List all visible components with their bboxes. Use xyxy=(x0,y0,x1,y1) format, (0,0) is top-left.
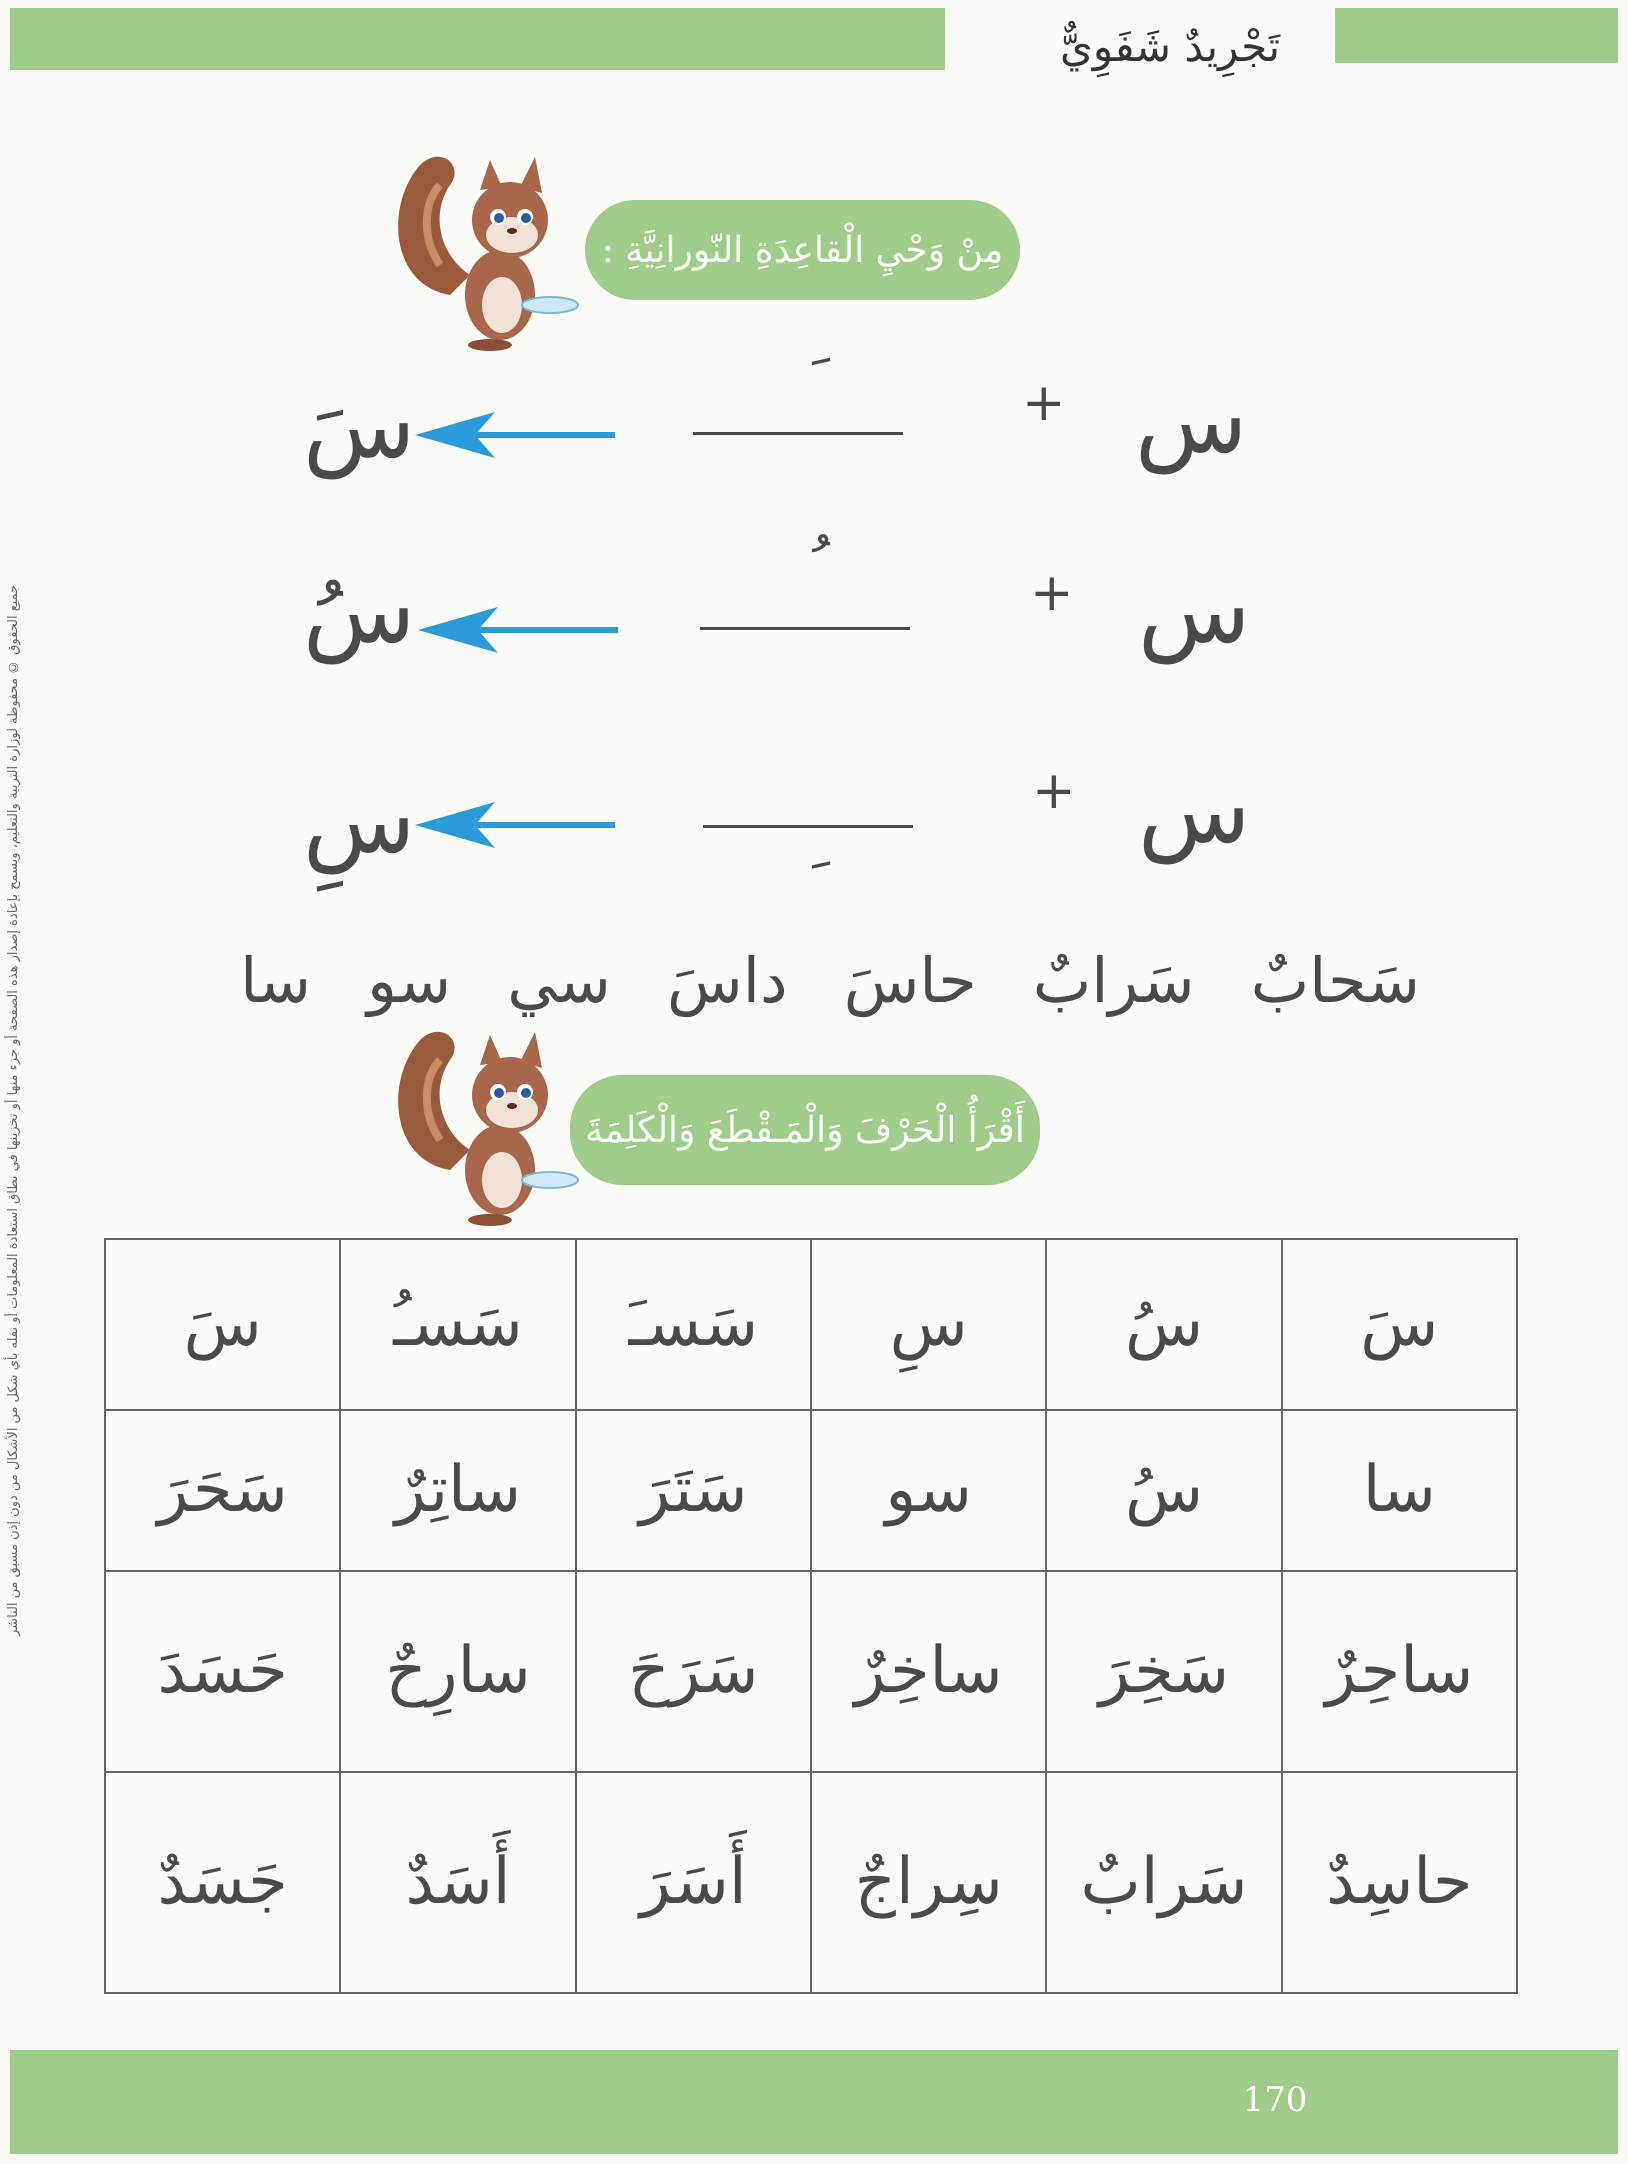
reading-grid xyxy=(104,1238,1518,1994)
table-row xyxy=(105,1239,1517,1410)
section-title-pill xyxy=(585,200,1020,300)
page-title: تَجْرِيدٌ شَفَوِيٌّ xyxy=(1059,22,1281,71)
grid-cell: سا xyxy=(1282,1410,1517,1571)
grid-cell: سُ xyxy=(1046,1239,1281,1410)
word: سَحابٌ xyxy=(1250,943,1420,1017)
table-row xyxy=(105,1410,1517,1571)
word: سو xyxy=(367,943,452,1017)
word: سا xyxy=(240,943,311,1017)
grid-cell: سَ xyxy=(105,1239,340,1410)
grid-cell: سَخِرَ xyxy=(1046,1571,1281,1772)
section-title: مِنْ وَحْيِ الْقاعِدَةِ النّورانِيَّةِ : xyxy=(601,229,1004,271)
grid-cell: سُ xyxy=(1046,1410,1281,1571)
section-title-pill xyxy=(570,1075,1040,1185)
equation-plus: + xyxy=(1032,761,1076,821)
grid-cell: حاسِدٌ xyxy=(1282,1772,1517,1993)
arrow-left-icon xyxy=(415,410,620,460)
section-title: أَقْرَأُ الْحَرْفَ وَالْمَـقْطَعَ وَالْكَلِمَةَ xyxy=(585,1109,1025,1151)
equation-result: سَ xyxy=(303,372,416,479)
grid-cell: سَتَرَ xyxy=(576,1410,811,1571)
grid-cell: سَسـَ xyxy=(576,1239,811,1410)
squirrel-icon xyxy=(380,1020,580,1230)
equation-letter: س xyxy=(1135,367,1248,474)
grid-cell: أَسَدٌ xyxy=(340,1772,575,1993)
grid-cell: سَرابٌ xyxy=(1046,1772,1281,1993)
header-band-left xyxy=(10,8,945,70)
grid-cell: سِ xyxy=(811,1239,1046,1410)
grid-cell: سِراجٌ xyxy=(811,1772,1046,1993)
grid-cell: سو xyxy=(811,1410,1046,1571)
equation-row xyxy=(0,545,1628,705)
arrow-left-icon xyxy=(415,800,620,850)
word: سي xyxy=(507,943,611,1017)
equation-result: سِ xyxy=(303,767,416,874)
page-number: 170 xyxy=(1242,2080,1308,2120)
arrow-left-icon xyxy=(418,605,623,655)
header-band-right xyxy=(1335,8,1618,63)
grid-cell: حَسَدَ xyxy=(105,1571,340,1772)
blank-line xyxy=(700,627,910,630)
grid-cell: سَحَرَ xyxy=(105,1410,340,1571)
equation-row xyxy=(0,355,1628,515)
grid-cell: أَسَرَ xyxy=(576,1772,811,1993)
grid-cell: ساتِرٌ xyxy=(340,1410,575,1571)
blank-line xyxy=(703,825,913,828)
equation-row xyxy=(0,745,1628,905)
table-row xyxy=(105,1772,1517,1993)
word-row xyxy=(240,930,1420,1030)
grid-cell: سَرَحَ xyxy=(576,1571,811,1772)
grid-cell: ساخِرٌ xyxy=(811,1571,1046,1772)
copyright-note: جميع الحقوق © محفوظة لوزارة التربية والتعليم، ويسمح بإعادة إصدار هذه الصفحة أو جزء منها أو تخزينها في نطاق استعادة المعلومات أو نقله بأي شكل من الأشكال من دون إذن مسبق من الناشر xyxy=(6,584,21,1636)
equation-letter: س xyxy=(1138,557,1251,664)
equation-plus: + xyxy=(1030,563,1074,623)
word: سَرابٌ xyxy=(1032,943,1195,1017)
equation-result: سُ xyxy=(303,557,416,664)
table-row xyxy=(105,1571,1517,1772)
equation-letter: س xyxy=(1138,757,1251,864)
grid-cell: جَسَدٌ xyxy=(105,1772,340,1993)
grid-cell: ساحِرٌ xyxy=(1282,1571,1517,1772)
squirrel-icon xyxy=(380,145,580,355)
footer-band xyxy=(10,2050,1618,2154)
grid-cell: سَسـُ xyxy=(340,1239,575,1410)
equation-plus: + xyxy=(1022,373,1066,433)
word: حاسَ xyxy=(843,943,977,1017)
grid-cell: سَ xyxy=(1282,1239,1517,1410)
grid-cell: سارِحٌ xyxy=(340,1571,575,1772)
word: داسَ xyxy=(667,943,788,1017)
blank-line xyxy=(693,432,903,435)
